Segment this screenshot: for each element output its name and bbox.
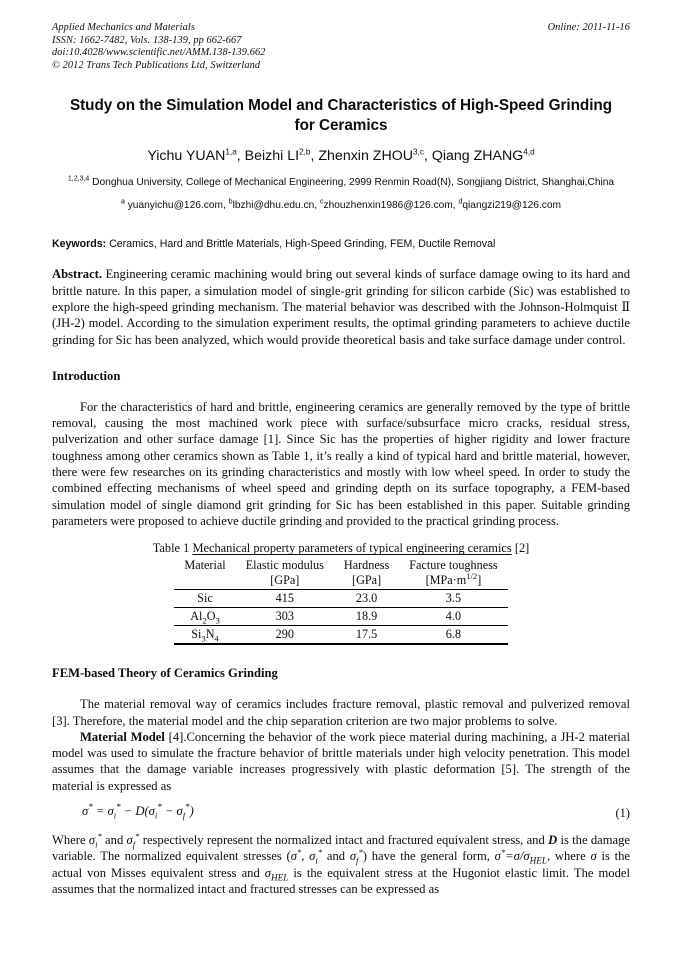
keywords-label: Keywords: xyxy=(52,238,107,251)
closing-p9: is the actual von Misses equivalent stress and xyxy=(52,849,631,880)
heading-fem-theory: FEM-based Theory of Ceramics Grinding xyxy=(52,666,278,681)
keywords-line xyxy=(52,237,630,251)
journal-header xyxy=(52,22,630,72)
sym-sigma-f-2: $\sigma_f^*$ xyxy=(349,847,363,866)
email-4-marker: d xyxy=(458,198,463,206)
table-row xyxy=(174,590,507,608)
email-list: $^a$ yuanyichu@126.com, $^b$lbzhi@dhu.edu.cn, $^c$zhouzhenxin1986@126.com, $^d$qiangzi219@126.com xyxy=(120,198,562,212)
cell-modulus: 415 xyxy=(236,590,334,608)
table-units-material xyxy=(174,573,235,590)
table-1-caption-prefix: Table 1 xyxy=(152,541,193,556)
email-4-address[interactable]: qiangzi219@126.com xyxy=(462,200,562,212)
abstract-text: Engineering ceramic machining would bring out several kinds of surface damage owing to its hard and brittle nature. In this paper, a simulation model of single-grit grinding for silicon carbide (Sic) was established to explore the high-speed grinding mechanism. The material behavior was described with the Johnson-Holmquist Ⅱ (JH-2) model. According to the simulation experiment results, the optimal grinding parameters to achieve ductile grinding for Sic has been analyzed, which would provide theoretical basis and take surface damage under control. xyxy=(52,267,631,347)
journal-issn: ISSN: 1662-7482, Vols. 138-139, pp 662-667 xyxy=(52,34,242,46)
sym-damage-variable: D xyxy=(548,833,558,848)
abstract-label: Abstract. xyxy=(52,267,103,282)
page-title: Study on the Simulation Model and Characteristics of High-Speed Grinding for Ceramics xyxy=(69,97,613,135)
author-3-marker: 3,c xyxy=(412,147,424,157)
journal-copyright: © 2012 Trans Tech Publications Ltd, Switzerland xyxy=(52,59,261,71)
table-1-caption xyxy=(52,540,630,556)
closing-p6: and xyxy=(322,849,350,864)
journal-doi: doi:10.4028/www.scientific.net/AMM.138-139.662 xyxy=(52,47,266,59)
table-units-hardness: [GPa] xyxy=(334,573,399,590)
table-row xyxy=(174,608,507,626)
material-model-ref: [4]. xyxy=(164,729,187,744)
formula-sub: 3 xyxy=(215,615,220,626)
sym-sigma-f-1: $\sigma_f^*$ xyxy=(126,830,140,850)
email-2-marker: b xyxy=(228,198,233,206)
sym-sigma-hel: $\sigma_{HEL}$ xyxy=(264,865,289,883)
material-model-label: Material Model xyxy=(80,729,165,744)
email-2-address[interactable]: lbzhi@dhu.edu.cn xyxy=(232,200,315,212)
fem-theory-paragraph-1: The material removal way of ceramics includes fracture removal, plastic removal and pulverized removal [3]. Therefore, the material model and the chip separation criterion are two major problems to solve. xyxy=(52,697,630,728)
email-1-address[interactable]: yuanyichu@126.com xyxy=(127,200,223,212)
table-col-facture-toughness: Facture toughness xyxy=(409,558,498,573)
cell-hardness: 18.9 xyxy=(334,608,399,626)
table-1-body xyxy=(174,590,507,645)
closing-p4: is the damage variable. The normalized equivalent stresses ( xyxy=(52,833,631,864)
cell-material: Sic xyxy=(174,590,235,608)
sym-sigma-i-2: $\sigma_i^*$ xyxy=(309,847,323,866)
units-toughness-close: ] xyxy=(477,573,482,588)
table-col-elastic-modulus: Elastic modulus xyxy=(245,558,324,573)
closing-p1: Where xyxy=(52,833,89,848)
author-sep-1: , xyxy=(236,148,245,165)
author-2-name: Beizhi LI xyxy=(244,148,300,165)
closing-p2: and xyxy=(101,833,127,848)
abstract-paragraph xyxy=(52,266,630,347)
author-sep-3: , xyxy=(423,148,432,165)
closing-p5: , xyxy=(301,849,310,864)
table-1-caption-main: Mechanical property parameters of typical engineering ceramics xyxy=(192,541,512,556)
heading-introduction: Introduction xyxy=(52,368,121,383)
online-date: Online: 2011-11-16 xyxy=(547,22,630,33)
units-toughness-exp: 1/2 xyxy=(466,571,478,582)
author-4-name: Qiang ZHANG xyxy=(431,148,524,165)
author-sep-2: , xyxy=(310,148,319,165)
author-1-marker: 1,a xyxy=(225,147,237,157)
cell-modulus: 290 xyxy=(236,626,334,645)
formula-sub: 3 xyxy=(201,633,206,644)
closing-p8: , where xyxy=(546,849,591,864)
cell-toughness: 3.5 xyxy=(399,590,507,608)
author-list xyxy=(52,147,630,165)
cell-toughness: 4.0 xyxy=(399,608,507,626)
author-2-marker: 2,b xyxy=(299,147,311,157)
table-units-row xyxy=(174,573,507,590)
table-units-modulus: [GPa] xyxy=(236,573,334,590)
table-1 xyxy=(174,558,507,645)
sym-sigma: σ xyxy=(590,849,597,864)
equation-1-row xyxy=(52,801,630,826)
closing-p10: is the equivalent stress at the Hugoniot elastic limit. The model assumes that the normalized intact and fractured stresses can be expressed as xyxy=(52,865,630,896)
cell-toughness: 6.8 xyxy=(399,626,507,645)
sym-sigma-i-1: $\sigma_i^*$ xyxy=(88,830,102,850)
table-col-hardness: Hardness xyxy=(343,558,390,573)
formula-sub: 2 xyxy=(202,615,207,626)
material-model-text: Concerning the behavior of the work piece material during machining, a JH-2 material model was used to simulate the fracture behavior of brittle materials under high velocity penetration. This model assumes that the damage variable increases progressively with plastic deformation [5]. The strength of the material is expressed as xyxy=(52,729,631,793)
email-3-marker: c xyxy=(319,198,324,206)
material-model-paragraph xyxy=(52,729,630,794)
table-col-material: Material xyxy=(184,558,226,573)
email-1-marker: a xyxy=(120,198,125,206)
affiliation-marker: 1,2,3,4 xyxy=(67,175,90,183)
author-3-name: Zhenxin ZHOU xyxy=(318,148,413,165)
cell-hardness: 23.0 xyxy=(334,590,399,608)
closing-p3: respectively represent the normalized intact and fractured equivalent stress, and xyxy=(139,833,549,848)
table-units-toughness xyxy=(399,573,507,590)
introduction-paragraph: For the characteristics of hard and brittle, engineering ceramics are generally removed by the type of brittle removal, causing the most machined work piece with surface/subsurface micro cracks, residual stress, pulverization and other surface damage [1]. Since Sic has the properties of higher rigidity and lower fracture toughness among other ceramics shown as Table 1, it’s really a kind of typical hard and brittle material, however, there were few researches on its grinding characteristics and mostly with low wheel speed. In order to study the combined effecting mechanisms of wheel speed and grinding depth on its surface topography, a FEM-based simulation model of single diamond grit grinding for Sic has been established in this paper. Suitable grinding parameters were proposed to achieve ductile grinding and provided to the practical grinding process. xyxy=(52,399,630,528)
table-row xyxy=(174,626,507,645)
closing-paragraph xyxy=(52,832,630,897)
keywords-values: Ceramics, Hard and Brittle Materials, High-Speed Grinding, FEM, Ductile Removal xyxy=(109,238,496,251)
table-header-row xyxy=(174,558,507,573)
affiliation-text: Donghua University, College of Mechanical Engineering, 2999 Renmin Road(N), Songjiang District, Shanghai,China xyxy=(92,177,615,189)
sym-sigma-star: σ* xyxy=(290,847,302,864)
sym-sigma-normalized-def: $\sigma^*=\sigma/\sigma_{HEL}$ xyxy=(494,847,547,866)
cell-hardness: 17.5 xyxy=(334,626,399,645)
equation-1-expression: $\sigma^* = \sigma_i^* - D(\sigma_i^* - \sigma_f^*)$ xyxy=(82,801,194,821)
formula-sub: 4 xyxy=(214,633,219,644)
equation-1-number: (1) xyxy=(615,806,630,821)
journal-name: Applied Mechanics and Materials xyxy=(52,22,195,33)
author-1-name: Yichu YUAN xyxy=(147,148,226,165)
affiliation xyxy=(52,176,630,190)
email-3-address[interactable]: zhouzhenxin1986@126.com xyxy=(323,200,453,212)
closing-p7: ) have the general form, xyxy=(362,849,495,864)
author-4-marker: 4,d xyxy=(523,147,535,157)
cell-material: $Al_2O_3$ xyxy=(174,608,235,626)
table-1-caption-ref: [2] xyxy=(511,541,530,556)
cell-material: $Si_3N_4$ xyxy=(174,626,235,645)
cell-modulus: 303 xyxy=(236,608,334,626)
page-content xyxy=(52,22,630,897)
table-1-head xyxy=(174,558,507,590)
units-toughness-base: [MPa·m xyxy=(425,573,467,588)
